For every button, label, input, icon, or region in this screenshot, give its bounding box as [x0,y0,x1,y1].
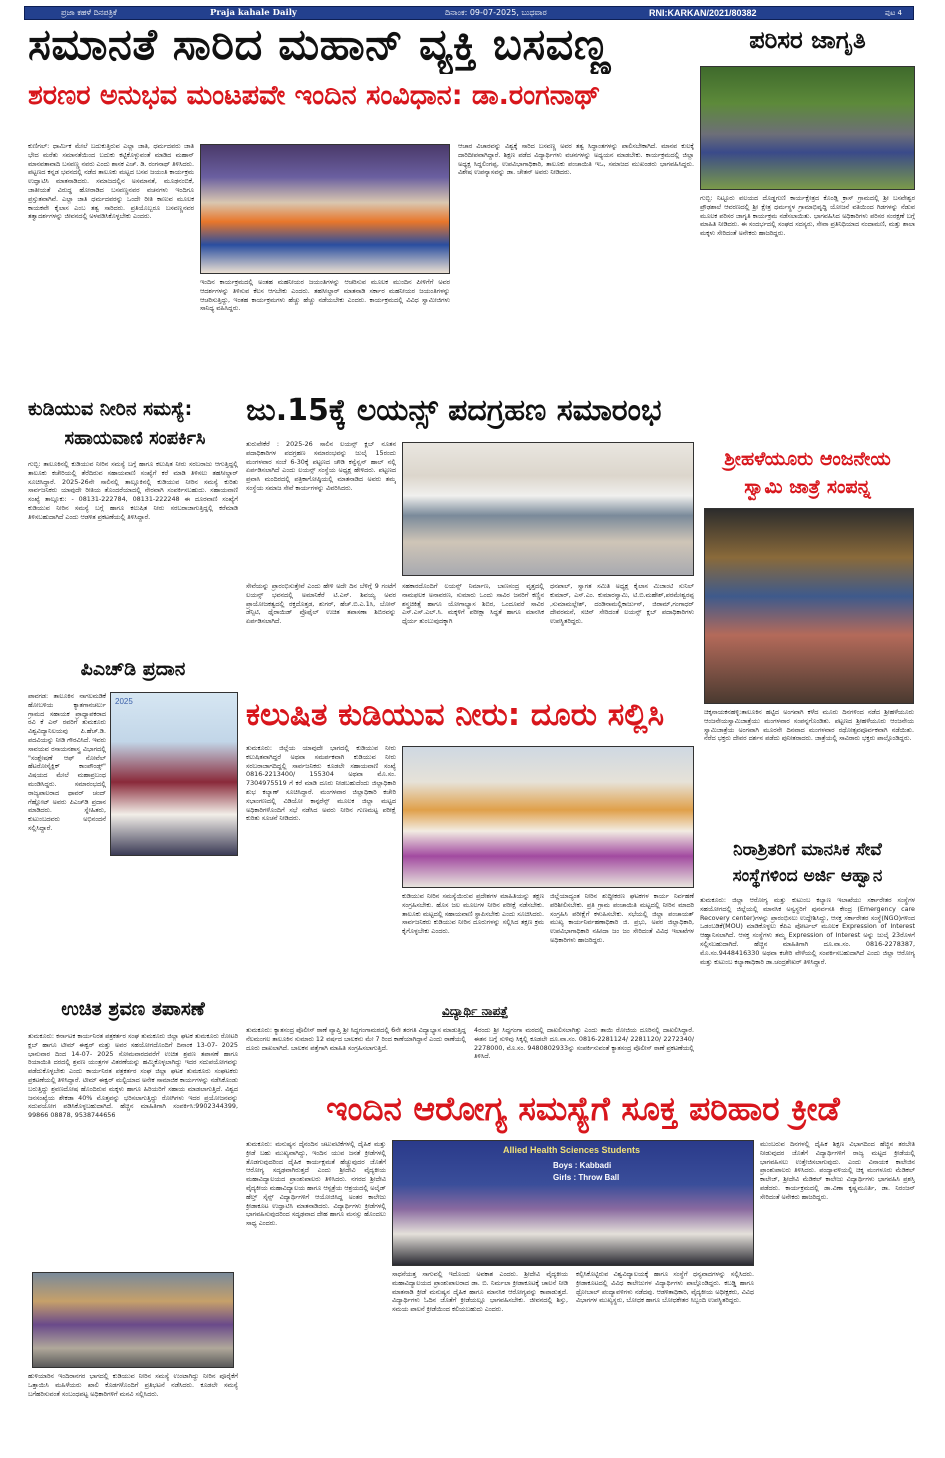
phd-photo [110,692,238,856]
krida-body-mid1: ಸಾಧನೆಯತ್ತ ಸಾಗುವಲ್ಲಿ ಇದೊಂದು ಅವಕಾಶ ಎಂದರು. ಶ್ರೀದೇವಿ ವೈದ್ಯಕೀಯ ಮಹಾವಿದ್ಯಾಲಯದ ಪ್ರಾಂಶುಪಾಲರಾದ ಡಾ. ಬಿ. ನಿರ್ಮಲಾ ಕ್ರೀಡಾಕೂಟಕ್ಕೆ ಚಾಲನೆ ನೀಡಿ ಮಾತನಾಡಿ ಕ್ರೀಡೆ ಮನುಷ್ಯನ ದೈಹಿಕ ಹಾಗೂ ಮಾನಸಿಕ ಆರೋಗ್ಯವನ್ನು ಕಾಪಾಡುತ್ತದೆ. ವಿದ್ಯಾರ್ಥಿಗಳು ಓದಿನ ಜೊತೆಗೆ ಕ್ರೀಡೆಯಲ್ಲೂ ಭಾಗವಹಿಸಬೇಕು. ಜೀವನದಲ್ಲಿ ಶಿಸ್ತು, ಸಮಯ ಪಾಲನೆ ಕ್ರೀಡೆಯಿಂದ ಕಲಿಯಬಹುದು ಎಂದರು. [392,1270,568,1314]
lead-body-mid: ಇಂದಿನ ಕಾರ್ಯಕ್ರಮದಲ್ಲಿ ಅಂತಹ ಮಹನೀಯರ ಜಯಂತಿಗಳನ್ನು ಆಚರಿಸುವ ಮೂಲಕ ಮುಂದಿನ ಪೀಳಿಗೆಗೆ ಅವರ ಆದರ್ಶಗಳನ್ನು ತಿಳಿಸುವ ಕೆಲಸ ಆಗಬೇಕು ಎಂದರು. ತಹಸೀಲ್ದಾರ್ ಮಾತನಾಡಿ ಸರ್ಕಾರ ಮಹನೀಯರ ಜಯಂತಿಗಳನ್ನು ಆಚರಿಸುತ್ತಿದ್ದು, ಇಂತಹ ಕಾರ್ಯಕ್ರಮಗಳು ಹೆಚ್ಚು ಹೆಚ್ಚು ನಡೆಯಬೇಕು ಎಂದರು. ಕಾರ್ಯಕ್ರಮದಲ್ಲಿ ವಿವಿಧ ಸ್ವಾಮೀಜಿಗಳು ಸಾನಿಧ್ಯ ವಹಿಸಿದ್ದರು. [200,278,450,313]
lead-body-left: ಕುಣಿಗಲ್: ಧಾರ್ಮಿಕ ಮೇಲೆ ಬದುಕುತ್ತಿರುವ ಎಲ್ಲಾ ಜಾತಿ, ಧರ್ಮದವರು ಜಾತಿ ಭೇದ ಮರೆತು ಸಮಾನತೆಯಿಂದ ಬದುಕು ಕಟ್ಟಿಕೊಳ್ಳುವಂತೆ ಮಾಡಿದ ಮಹಾನ್ ಮಾನವತಾವಾದಿ ಬಸವಣ್ಣ ನವರು ಎಂದು ಶಾಸಕ ಎಚ್. ಡಿ. ರಂಗನಾಥ್ ತಿಳಿಸಿದರು. ಪಟ್ಟಣದ ಕನ್ನಡ ಭವನದಲ್ಲಿ ನಡೆದ ತಾಲೂಕು ಮಟ್ಟದ ಬಸವ ಜಯಂತಿ ಕಾರ್ಯಕ್ರಮ ಉದ್ಘಾಟಿಸಿ ಮಾತನಾಡಿದರು. ಸಮಾಜದಲ್ಲಿನ ಅಸಮಾನತೆ, ಮೂಢನಂಬಿಕೆ, ಜಾತೀಯತೆ ವಿರುದ್ಧ ಹೋರಾಡಿದ ಬಸವಣ್ಣನವರ ವಚನಗಳು ಇಂದಿಗೂ ಪ್ರಸ್ತುತವಾಗಿವೆ. ಎಲ್ಲಾ ಜಾತಿ ಧರ್ಮದವರನ್ನು ಒಂದೇ ರೀತಿ ಕಾಣುವ ಮೂಲಕ ಕಾಯಕವೇ ಕೈಲಾಸ ಎಂಬ ತತ್ವ ಸಾರಿದರು. ಪ್ರತಿಯೊಬ್ಬರೂ ಬಸವಣ್ಣನವರ ತತ್ವಾದರ್ಶಗಳನ್ನು ಜೀವನದಲ್ಲಿ ಅಳವಡಿಸಿಕೊಳ್ಳಬೇಕು ಎಂದರು. [28,142,194,221]
jathre-headline-line1: ಶ್ರೀಹಳೆಯೂರು ಆಂಜನೇಯ [724,450,891,470]
lions-body-col2: ಸೇವೆಯನ್ನು ಪ್ರಾರಂಭಿಸುತ್ತೇವೆ ಎಂದು ಹೇಳಿ ಅದೇ ದಿನ ಬೆಳಿಗ್ಗೆ 9 ಗಂಟೆಗೆ ಲಯನ್ಸ್ ಭವನದಲ್ಲಿ ಅಮಾನಿಕೆರೆ ಟಿ.ಎನ್. ಶಿವಯ್ಯ ಅವರ ಪ್ರಾಯೋಜಕತ್ವದಲ್ಲಿ ರಕ್ತದೊತ್ತಡ, ಶುಗರ್, ಹೆಚ್.ಬಿ.ಎ.1ಸಿ, ಬೋನ್ ಡೆನ್ಸಿಟಿ, ಥೈರಾಯಿಡ್ ಪ್ರೊಫೈಲ್ ಉಚಿತ ತಪಾಸಣಾ ಶಿಬಿರವನ್ನು ಏರ್ಪಡಿಸಲಾಗಿದೆ. [246,582,396,626]
vidyarthi-body-col2: 4ರಂದು ಶ್ರೀ ಸಿದ್ಧಗಂಗಾ ಮಠದಲ್ಲಿ ದಾಖಲಿಸಲಾಗಿತ್ತು ಎಂದು ತಾಯಿ ರೋಜಿಯ ದೂರಿನಲ್ಲಿ ದಾಖಲಿಸಿದ್ದಾರೆ. ಈತನ ಬಗ್ಗೆ ಸುಳಿವು ಸಿಕ್ಕಲ್ಲಿ ಕೂಡಲೇ ದೂ.ವಾ.ಸಂ. 0816-2281124/ 2281120/ 2272340/ 2278000, ಮೊ.ಸಂ. 9480802933ನ್ನು ಸಂಪರ್ಕಿಸುವಂತೆ ಕ್ಯಾತಸಂದ್ರ ಪೊಲೀಸ್ ಠಾಣೆ ಪ್ರಕಟಣೆಯಲ್ಲಿ ತಿಳಿಸಿದೆ. [474,1026,694,1061]
kudiyuva-body: ಗುಬ್ಬಿ: ತಾಲೂಕಿನಲ್ಲಿ ಕುಡಿಯುವ ನೀರಿನ ಸಮಸ್ಯೆ ಬಗ್ಗೆ ಹಾಗೂ ಕಲುಷಿತ ನೀರು ಸರಬರಾಜು ಆಗುತ್ತಿದ್ದಲ್ಲಿ ತಾಲೂಕು ಕಚೇರಿಯಲ್ಲಿ ತೆರೆದಿರುವ ಸಹಾಯವಾಣಿ ಸಂಖ್ಯೆಗೆ ಕರೆ ಮಾಡಿ ತಿಳಿಸಲು ತಹಸೀಲ್ದಾರ್ ಸೂಚಿಸಿದ್ದಾರೆ. 2025-26ನೇ ಸಾಲಿನಲ್ಲಿ ತಾಲ್ಲೂಕಿನಲ್ಲಿ ಕುಡಿಯುವ ನೀರಿನ ಸಮಸ್ಯೆ ಕುರಿತು ಸಾರ್ವಜನಿಕರು ಯಾವುದೇ ರೀತಿಯ ತೊಂದರೆಯಾದಲ್ಲಿ ನೇರವಾಗಿ ಸಂಪರ್ಕಿಸಬಹುದು. ಸಹಾಯವಾಣಿ ಸಂಖ್ಯೆ ತಾಲ್ಲೂಕು: - 08131-222784, 08131-222248 ಈ ದೂರವಾಣಿ ಸಂಖ್ಯೆಗೆ ಕುಡಿಯುವ ನೀರಿನ ಸಮಸ್ಯೆ ಬಗ್ಗೆ ಹಾಗೂ ಕಲುಷಿತ ನೀರು ಸರಬರಾಜಾಗುತ್ತಿದ್ದಲ್ಲಿ ಕರೆಮಾಡಿ ತಿಳಿಸಬಹುದಾಗಿದೆ ಎಂದು ಆಡಳಿತ ಪ್ರಕಟಣೆಯಲ್ಲಿ ತಿಳಿಸಿದ್ದಾರೆ. [28,460,238,521]
krida-banner-boys: Boys : Kabbadi [553,1161,612,1170]
issue-date: ದಿನಾಂಕ: 09-07-2025, ಬುಧವಾರ [445,8,547,17]
manasika-headline-line1: ನಿರಾಶ್ರಿತರಿಗೆ ಮಾನಸಿಕ ಸೇವೆ [733,842,882,860]
rni-number: RNI:KARKAN/2021/80382 [649,8,757,18]
kalushita-body-col1: ತುಮಕೂರು: ಜಿಲ್ಲೆಯ ಯಾವುದೇ ಭಾಗದಲ್ಲಿ ಕುಡಿಯುವ ನೀರು ಕಲುಷಿತವಾಗಿದ್ದರೆ ಅಥವಾ ಸಮರ್ಪಕವಾಗಿ ಕುಡಿಯುವ ನೀರು ಸರಬರಾಜಾಗದಿದ್ದಲ್ಲಿ ಸಾರ್ವಜನಿಕರು ಕೂಡಲೇ ಸಹಾಯವಾಣಿ ಸಂಖ್ಯೆ 0816-2213400/ 155304 ಅಥವಾ ಮೊ.ಸಂ. 7304975519 ಗೆ ಕರೆ ಮಾಡಿ ದೂರು ನೀಡಬಹುದೆಂದು ಜಿಲ್ಲಾಧಿಕಾರಿ ಶುಭ ಕಲ್ಯಾಣ್ ಸೂಚಿಸಿದ್ದಾರೆ. ಮಂಗಳವಾರ ಜಿಲ್ಲಾಧಿಕಾರಿ ಕಚೇರಿ ಸಭಾಂಗಣದಲ್ಲಿ ವಿಡಿಯೋ ಕಾನ್ಫರೆನ್ಸ್ ಮೂಲಕ ಜಿಲ್ಲಾ ಮಟ್ಟದ ಅಧಿಕಾರಿಗಳೊಂದಿಗೆ ಸಭೆ ನಡೆಸಿದ ಅವರು ನೀರಿನ ಗುಣಮಟ್ಟ ಪರೀಕ್ಷೆ ಕುರಿತು ಸೂಚನೆ ನೀಡಿದರು. [246,744,396,823]
vidyarthi-headline: ವಿದ್ಯಾರ್ಥಿ ನಾಪತ್ತೆ [442,1004,508,1018]
krida-headline: ಇಂದಿನ ಆರೋಗ್ಯ ಸಮಸ್ಯೆಗೆ ಸೂಕ್ತ ಪರಿಹಾರ ಕ್ರೀಡೆ [326,1092,840,1128]
krida-banner-title: Allied Health Sciences Students [503,1145,641,1155]
krida-body-left: ತುಮಕೂರು: ಮನುಷ್ಯನ ದೈನಂದಿನ ಚಟುವಟಿಕೆಗಳಲ್ಲಿ ದೈಹಿಕ ಮತ್ತು ಕ್ರೀಡೆ ಬಹು ಮುಖ್ಯವಾಗಿದ್ದು, ಇಂದಿನ ಯುವ ಜನತೆ ಕ್ರೀಡೆಗಳಲ್ಲಿ ತೊಡಗುವುದರಿಂದ ದೈಹಿಕ ಕಾರ್ಯಕ್ಷಮತೆ ಹೆಚ್ಚುವುದರ ಜೊತೆಗೆ ಆರೋಗ್ಯ ಸದೃಢವಾಗಿರುತ್ತದೆ ಎಂದು ಶ್ರೀದೇವಿ ವೈದ್ಯಕೀಯ ಮಹಾವಿದ್ಯಾಲಯದ ಪ್ರಾಂಶುಪಾಲರು ತಿಳಿಸಿದರು. ನಗರದ ಶ್ರೀದೇವಿ ವೈದ್ಯಕೀಯ ಮಹಾವಿದ್ಯಾಲಯ ಹಾಗೂ ಆಸ್ಪತ್ರೆಯ ಆಶ್ರಯದಲ್ಲಿ ಅಲೈಡ್ ಹೆಲ್ತ್ ಸೈನ್ಸ್ ವಿದ್ಯಾರ್ಥಿಗಳಿಗೆ ಆಯೋಜಿಸಿದ್ದ ಅಂತರ ಕಾಲೇಜು ಕ್ರೀಡಾಕೂಟ ಉದ್ಘಾಟಿಸಿ ಮಾತನಾಡಿದರು. ವಿದ್ಯಾರ್ಥಿಗಳು ಕ್ರೀಡೆಗಳಲ್ಲಿ ಭಾಗವಹಿಸುವುದರಿಂದ ಸದೃಢವಾದ ದೇಹ ಹಾಗೂ ಮನಸ್ಸು ಹೊಂದಲು ಸಾಧ್ಯ ಎಂದರು. [246,1140,386,1228]
parisara-headline: ಪರಿಸರ ಜಾಗೃತಿ [749,28,866,54]
manasika-body: ತುಮಕೂರು: ಜಿಲ್ಲಾ ಆರೋಗ್ಯ ಮತ್ತು ಕುಟುಂಬ ಕಲ್ಯಾಣ ಇಲಾಖೆಯು ಸರ್ಕಾರೇತರ ಸಂಸ್ಥೆಗಳ ಸಹಯೋಗದಲ್ಲಿ ಜಿಲ್ಲೆಯಲ್ಲಿ ಮಾನಸಿಕ ಅಸ್ವಸ್ಥರಿಗೆ ಪುನರ್ವಸತಿ ಕೇಂದ್ರ (Emergency care Recovery center)ಗಳನ್ನು ಪ್ರಾರಂಭಿಸಲು ಉದ್ದೇಶಿಸಿದ್ದು, ಆಸಕ್ತ ಸರ್ಕಾರೇತರ ಸಂಸ್ಥೆ(NGO)ಗಳಿಂದ ಒಡಂಬಡಿಕೆ(MOU) ಮಾಡಿಕೊಳ್ಳಲು ಕೆಪಿಎ ಪೋರ್ಟಲ್ ಮೂಲಕ Expression of Interest ಆಹ್ವಾನಿಸಲಾಗಿದೆ. ಆಸಕ್ತ ಸಂಸ್ಥೆಗಳು ತಮ್ಮ Expression of Interest ಅನ್ನು ಜುಲೈ 23ರೊಳಗೆ ಸಲ್ಲಿಸಬಹುದಾಗಿದೆ. ಹೆಚ್ಚಿನ ಮಾಹಿತಿಗಾಗಿ ದೂ.ವಾ.ಸಂ. 0816-2278387, ಮೊ.ಸಂ.9448416330 ಅಥವಾ ಕಚೇರಿ ವೇಳೆಯಲ್ಲಿ ಸಂಪರ್ಕಿಸಬಹುದಾಗಿದೆ ಎಂದು ಜಿಲ್ಲಾ ಆರೋಗ್ಯ ಮತ್ತು ಕುಟುಂಬ ಕಲ್ಯಾಣಾಧಿಕಾರಿ ಡಾ.ಚಂದ್ರಶೇಖರ್ ತಿಳಿಸಿದ್ದಾರೆ. [700,896,915,966]
kalushita-body-col3: ಜಿಲ್ಲೆಯಾದ್ಯಂತ ನೀರಿನ ಶುದ್ಧೀಕರಣ ಘಟಕಗಳ ಕಾರ್ಯ ನಿರ್ವಹಣೆ ಪರಿಶೀಲಿಸಬೇಕು. ಪ್ರತಿ ಗ್ರಾಮ ಪಂಚಾಯಿತಿ ಮಟ್ಟದಲ್ಲಿ ನೀರಿನ ಮಾದರಿ ಸಂಗ್ರಹಿಸಿ ಪರೀಕ್ಷೆಗೆ ಕಳುಹಿಸಬೇಕು. ಸಭೆಯಲ್ಲಿ ಜಿಲ್ಲಾ ಪಂಚಾಯತ್ ಮುಖ್ಯ ಕಾರ್ಯನಿರ್ವಹಣಾಧಿಕಾರಿ ಜಿ. ಪ್ರಭು, ಅಪರ ಜಿಲ್ಲಾಧಿಕಾರಿ, ಉಪವಿಭಾಗಾಧಿಕಾರಿ ನಹೀದಾ ಜಂ ಜಂ ಸೇರಿದಂತೆ ವಿವಿಧ ಇಲಾಖೆಗಳ ಅಧಿಕಾರಿಗಳು ಹಾಜರಿದ್ದರು. [550,892,694,944]
krida-banner-girls: Girls : Throw Ball [553,1173,620,1182]
parisara-body: ಗುಬ್ಬಿ: ನಿಟ್ಟೂರು ವಲಯದ ದೊಡ್ಡಗುಣಿ ಕಾರ್ಯಕ್ಷೇತ್ರದ ಕೊಂಡ್ಲಿ ಕ್ರಾಸ್ ಗ್ರಾಮದಲ್ಲಿ ಶ್ರೀ ಬಸವೇಶ್ವರ ಪ್ರೌಢಶಾಲೆ ಆವರಣದಲ್ಲಿ ಶ್ರೀ ಕ್ಷೇತ್ರ ಧರ್ಮಸ್ಥಳ ಗ್ರಾಮಾಭಿವೃದ್ಧಿ ಯೋಜನೆ ವತಿಯಿಂದ ಗಿಡಗಳನ್ನು ನೆಡುವ ಮೂಲಕ ಪರಿಸರ ಜಾಗೃತಿ ಕಾರ್ಯಕ್ರಮ ನಡೆಸಲಾಯಿತು. ಭಾಗವಹಿಸಿದ ಅಧಿಕಾರಿಗಳು ಪರಿಸರ ಸಂರಕ್ಷಣೆ ಬಗ್ಗೆ ಮಾಹಿತಿ ನೀಡಿದರು. ಈ ಸಂದರ್ಭದಲ್ಲಿ ಸಂಘದ ಸದಸ್ಯರು, ಸೇವಾ ಪ್ರತಿನಿಧಿಯಾದ ನಂದಾಮಣಿ, ಮತ್ತು ಶಾಲಾ ಮಕ್ಕಳು ಸೇರಿದಂತೆ ಅನೇಕರು ಹಾಜರಿದ್ದರು. [700,194,915,238]
kudiyuva-headline-line1: ಕುಡಿಯುವ ನೀರಿನ ಸಮಸ್ಯೆ: [28,400,193,420]
phd-headline: ಪಿಎಚ್‌ಡಿ ಪ್ರದಾನ [80,660,186,680]
shravana-body: ತುಮಕೂರು: ಕರ್ನಾಟಕ ಕಾರ್ಯನಿರತ ಪತ್ರಕರ್ತರ ಸಂಘ ತುಮಕೂರು ಜಿಲ್ಲಾ ಘಟಕ ತುಮಕೂರು ರೋಟರಿ ಕ್ಲಬ್ ಹಾಗೂ ಟೀಮ್ ಈಕ್ವರ್ ಮತ್ತು ಅವರ ಸಹಯೋಗದೊಂದಿಗೆ ದಿನಾಂಕ 13-07- 2025 ಭಾನುವಾರ ದಿಂದ 14-07- 2025 ಸೋಮವಾರದವರೆಗೆ ಉಚಿತ ಶ್ರವಣ ತಪಾಸಣೆ ಹಾಗೂ ರಿಯಾಯಿತಿ ದರದಲ್ಲಿ ಶ್ರವಣ ಯಂತ್ರಗಳ ವಿತರಣೆಯನ್ನು ಹಮ್ಮಿಕೊಳ್ಳಲಾಗಿದ್ದು ಇದರ ಸದುಪಯೋಗವನ್ನು ಪಡೆದುಕೊಳ್ಳಬೇಕು ಎಂದು ಕಾರ್ಯನಿರತ ಪತ್ರಕರ್ತರ ಸಂಘ ಜಿಲ್ಲಾ ಘಟಕ ತುಮಕೂರು ಸಂಘಟಕರು ಪ್ರಕಟಣೆಯಲ್ಲಿ ತಿಳಿಸಿದ್ದಾರೆ. ಟೀಮ್ ಈಕ್ವರ್ ಮಲ್ಟಿಯಾದ ಅನೇಕ ಸಾಮಾಜಿಕ ಕಾರ್ಯಗಳನ್ನು ನಡೆಸಿಕೊಂಡು ಬರುತ್ತಿದ್ದು ಶ್ರವಣದೋಷ ಹೊಂದಿರುವ ಮಕ್ಕಳು ಹಾಗೂ ಹಿರಿಯರಿಗೆ ಸಹಾಯ ಮಾಡಲಾಗುತ್ತಿದೆ. ವಿಶ್ವದ ಜನಸಂಖ್ಯೆಯ ಶೇಕಡಾ 40% ಮೊತ್ತವನ್ನು ಭರಿಸಲಾಗುತ್ತಿದ್ದು ರೋಗಿಗಳು ಇದರ ಪ್ರಯೋಜನವನ್ನು ಸದುಪಯೋಗ ಪಡಿಸಿಕೊಳ್ಳಬಹುದಾಗಿದೆ. ಹೆಚ್ಚಿನ ಮಾಹಿತಿಗಾಗಿ ಸಂಪರ್ಕಿಸಿ:9902344399, 99866 08878, 9538744656 [28,1032,238,1120]
jathre-body: ಚಿಕ್ಕನಾಯಕನಹಳ್ಳಿ:ತಾಲೂಕಿನ ಹಟ್ಟಿದ ಅಂಗವಾಗಿ ಕಳೆದ ಮೂರು ದಿನಗಳಿಂದ ನಡೆದ ಶ್ರೀಹಳೆಯೂರು ಆಂಜನೇಯಸ್ವಾಮಿಜಾತ್ರೆಯು ಮಂಗಳವಾರ ಸಂಪನ್ನಗೊಂಡಿತು. ಪಟ್ಟಣದ ಶ್ರೀಹಳೆಯೂರು ಆಂಜನೇಯ ಸ್ವಾಮಿಜಾತ್ರೆಯ ಅಂಗವಾಗಿ ಮೂರನೇ ದಿನವಾದ ಮಂಗಳವಾರ ರಥೋತ್ಸವಪೂರ್ವಕವಾಗಿ ನಡೆಯಿತು. ನೆರೆದ ಭಕ್ತರು ದೇವರ ದರ್ಶನ ಪಡೆದು ಪುನೀತರಾದರು. ಜಾತ್ರೆಯಲ್ಲಿ ಸಾವಿರಾರು ಭಕ್ತರು ಪಾಲ್ಗೊಂಡಿದ್ದರು. [704,708,914,743]
kalushita-headline: ಕಲುಷಿತ ಕುಡಿಯುವ ನೀರು: ದೂರು ಸಲ್ಲಿಸಿ [246,700,665,733]
lead-subheadline: ಶರಣರ ಅನುಭವ ಮಂಟಪವೇ ಇಂದಿನ ಸಂವಿಧಾನ: ಡಾ.ರಂಗನಾಥ್ [28,82,601,111]
lead-photo-stage [200,144,450,274]
jathre-photo [704,508,914,704]
lions-body-col1: ತುರುವೇಕೆರೆ : 2025-26 ಸಾಲಿನ ಲಯನ್ಸ್ ಕ್ಲಬ್ ನೂತನ ಪದಾಧಿಕಾರಿಗಳ ಪದಗ್ರಹಣ ಸಮಾರಂಭವನ್ನು ಜುಲೈ 15ರಂದು ಮಂಗಳವಾರ ಸಂಜೆ 6-30ಕ್ಕೆ ಪಟ್ಟಣದ ಚೌಡಿ ಕನ್ವೆನ್ಷನ್ ಹಾಲ್ ನಲ್ಲಿ ಏರ್ಪಡಿಸಲಾಗಿದೆ ಎಂದು ಲಯನ್ಸ್ ಸಂಸ್ಥೆಯ ಅಧ್ಯಕ್ಷ ಹೇಳಿದರು. ಪಟ್ಟಣದ ಪ್ರವಾಸಿ ಮಂದಿರದಲ್ಲಿ ಪತ್ರಿಕಾಗೋಷ್ಠಿಯಲ್ಲಿ ಮಾತನಾಡಿದ ಅವರು ತಮ್ಮ ಸಂಸ್ಥೆಯ ಸಮಾಜ ಸೇವೆ ಕಾರ್ಯಗಳನ್ನು ವಿವರಿಸಿದರು. [246,440,396,492]
phd-body: ಪಾವಗಡ: ತಾಲೂಕಿನ ನಾಗಲಮಡಿಕೆ ಹೋಬಳಿಯ ಕ್ಯಾತಗಾನಚರ್ಲು ಗ್ರಾಮದ ಸಹಾಯಕ ಪ್ರಾಧ್ಯಾಪಕರಾದ ರವಿ ಕೆ ಎನ್ ರವರಿಗೆ ತುಮಕೂರು ವಿಶ್ವವಿದ್ಯಾನಿಲಯವು ಪಿ.ಹೆಚ್.ಡಿ. ಪದವಿಯನ್ನು ನೀಡಿ ಗೌರವಿಸಿದೆ. ಇವರು ಸಾವಯವ ರಸಾಯನಶಾಸ್ತ್ರ ವಿಭಾಗದಲ್ಲಿ "ಸಂಶ್ಲೇಷಣೆ ಆಫ್ ನೋವೆಲ್ ಹೆಟರೋಸೈಕ್ಲಿಕ್ ಕಾಂಪೌಂಡ್ಸ್" ವಿಷಯದ ಮೇಲೆ ಮಹಾಪ್ರಬಂಧ ಮಂಡಿಸಿದ್ದರು. ಸಮಾರಂಭದಲ್ಲಿ ರಾಜ್ಯಪಾಲರಾದ ಥಾವರ್ ಚಂದ್ ಗೆಹ್ಲೋಟ್ ಅವರು ಪಿಎಚ್‌ಡಿ ಪ್ರದಾನ ಮಾಡಿದರು. ಸ್ನೇಹಿತರು, ಕುಟುಂಬದವರು ಅಭಿನಂದನೆ ಸಲ್ಲಿಸಿದ್ದಾರೆ. [28,692,106,832]
bottom-left-photo [32,1272,234,1368]
masthead-bar [24,6,914,20]
lions-headline: ಜು.15ಕ್ಕೆ ಲಯನ್ಸ್ ಪದಗ್ರಹಣ ಸಮಾರಂಭ [246,396,662,428]
paper-name: Praja kahale Daily [210,8,297,18]
phd-photo-year: 2025 [115,697,133,706]
manasika-headline-line2: ಸಂಸ್ಥೆಗಳಿಂದ ಅರ್ಜಿ ಆಹ್ವಾನ [732,868,883,886]
jathre-headline-line2: ಸ್ವಾಮಿ ಜಾತ್ರೆ ಸಂಪನ್ನ [744,478,871,498]
lions-photo-group [402,442,694,576]
krida-body-mid2: ಕಲ್ಪಿಸಿಕೊಟ್ಟಿರುವ ವಿಶ್ವವಿದ್ಯಾಲಯಕ್ಕೆ ಹಾಗೂ ಸಂಸ್ಥೆಗೆ ಧನ್ಯವಾದಗಳನ್ನು ಸಲ್ಲಿಸಿದರು. ಕ್ರೀಡಾಕೂಟದಲ್ಲಿ ವಿವಿಧ ಕಾಲೇಜುಗಳ ವಿದ್ಯಾರ್ಥಿಗಳು ಪಾಲ್ಗೊಂಡಿದ್ದರು. ಕಬಡ್ಡಿ ಹಾಗೂ ಥ್ರೋಬಾಲ್ ಪಂದ್ಯಾವಳಿಗಳು ನಡೆದವು. ಆಡಳಿತಾಧಿಕಾರಿ, ವೈದ್ಯಕೀಯ ಅಧೀಕ್ಷಕರು, ವಿವಿಧ ವಿಭಾಗಗಳ ಮುಖ್ಯಸ್ಥರು, ಬೋಧಕ ಹಾಗೂ ಬೋಧಕೇತರ ಸಿಬ್ಬಂದಿ ಉಪಸ್ಥಿತರಿದ್ದರು. [576,1270,754,1305]
kalushita-photo-meeting [402,746,694,888]
page-number: ಪುಟ 4 [885,8,902,17]
paper-kannada-name: ಪ್ರಜಾ ಕಹಳೆ ದಿನಪತ್ರಿಕೆ [61,8,117,17]
lions-body-col4: ಧನಪಾಲ್, ಸ್ವಾಗತ ಸಮಿತಿ ಅಧ್ಯಕ್ಷ ಕೈಲಾಸ ಮಿಜಾಂಟಿ ಸುನಿಲ್ ಕುಮಾರ್, ಎಸ್.ಎಂ. ಕುಮಾರಸ್ವಾಮಿ, ಟಿ.ಬಿ.ಮಹೇಶ್,ಪರಮೇಶ್ವರಪ್ಪ ,ಸುಮಾಮಲ್ಲೇಶ್, ದಂಡಿನಾಮಲ್ಲಿಕಾರ್ಜುನ್, ಜಿರಾಮ್,ಗಂಗಾಧರ್ ದೇವರಮನೆ, ಸಚಿನ್ ಸೇರಿದಂತೆ ಲಯನ್ಸ್ ಕ್ಲಬ್ ಪದಾಧಿಕಾರಿಗಳು ಉಪಸ್ಥಿತರಿದ್ದರು. [550,582,694,626]
lions-body-col3: ಸಹಕಾರದೊಂದಿಗೆ ಲಯನ್ಸ್ ನಿರ್ಮಾಣ, ಬಾಣಸಂದ್ರ ವೃತ್ತದಲ್ಲಿ ನಾಮಫಲಕ ಅನಾವರಣ, ಸುಮಾರು ಒಂದು ಸಾವಿರ ಜನರಿಗೆ ಕಣ್ಣಿನ ಶಸ್ತ್ರಚಿಕಿತ್ಸೆ ಹಾಗೂ ಯೋಗಾಭ್ಯಾಸ ಶಿಬಿರ, ಒಂದೂವರೆ ಸಾವಿರ ಎಸ್.ಎಸ್.ಎಲ್.ಸಿ. ಮಕ್ಕಳಿಗೆ ಪರೀಕ್ಷಾ ಸಿದ್ಧತೆ ಹಾಗೂ ಮಾನಸಿಕ ಧೈರ್ಯ ತುಂಬುವುದಕ್ಕಾಗಿ [402,582,544,626]
bottom-left-body: ಹುಳಿಯಾರಿನ ಇಂದಿರಾನಗರ ಭಾಗದಲ್ಲಿ ಕುಡಿಯುವ ನೀರಿನ ಸಮಸ್ಯೆ ಉಂಟಾಗಿದ್ದು ನೀರಿನ ಪೂರೈಕೆಗೆ ಒತ್ತಾಯಿಸಿ ಮಹಿಳೆಯರು ಖಾಲಿ ಕೊಡಗಳೊಂದಿಗೆ ಪ್ರತಿಭಟನೆ ನಡೆಸಿದರು. ಕೂಡಲೇ ಸಮಸ್ಯೆ ಬಗೆಹರಿಸುವಂತೆ ಸಂಬಂಧಪಟ್ಟ ಅಧಿಕಾರಿಗಳಿಗೆ ಮನವಿ ಸಲ್ಲಿಸಿದರು. [28,1372,238,1398]
parisara-photo [700,66,915,190]
lead-headline: ಸಮಾನತೆ ಸಾರಿದ ಮಹಾನ್ ವ್ಯಕ್ತಿ ಬಸವಣ್ಣ [28,24,611,70]
kalushita-body-col2: ಕುಡಿಯುವ ನೀರಿನ ಸಮಸ್ಯೆಯಿರುವ ಪ್ರದೇಶಗಳ ಮಾಹಿತಿಯನ್ನು ತಕ್ಷಣ ಸಂಗ್ರಹಿಸಬೇಕು. ಹೊಸ ಜಲ ಮೂಲಗಳ ನೀರಿನ ಪರೀಕ್ಷೆ ನಡೆಸಬೇಕು. ತಾಲೂಕು ಮಟ್ಟದಲ್ಲಿ ಸಹಾಯವಾಣಿ ಸ್ಥಾಪಿಸಬೇಕು ಎಂದು ಸೂಚಿಸಿದರು. ಸಾರ್ವಜನಿಕರು ಕುಡಿಯುವ ನೀರಿನ ದೂರುಗಳನ್ನು ಸಲ್ಲಿಸಿದ ತಕ್ಷಣ ಕ್ರಮ ಕೈಗೊಳ್ಳಬೇಕು ಎಂದರು. [402,892,544,936]
krida-body-right: ಮುಂಬರುವ ದಿನಗಳಲ್ಲಿ ದೈಹಿಕ ಶಿಕ್ಷಣ ವಿಭಾಗದಿಂದ ಹೆಚ್ಚಿನ ತರಬೇತಿ ನೀಡುವುದರ ಜೊತೆಗೆ ವಿದ್ಯಾರ್ಥಿಗಳಿಗೆ ರಾಜ್ಯ ಮಟ್ಟದ ಕ್ರೀಡೆಯಲ್ಲಿ ಭಾಗವಹಿಸಲು ಉತ್ತೇಜಿಸಲಾಗುವುದು. ಎಂದು ವಿನಾಯಕ ಕಾಲೇಜಿನ ಪ್ರಾಂಶುಪಾಲರು ತಿಳಿಸಿದರು. ಪಂದ್ಯಾವಳಿಯಲ್ಲಿ ಚಿಕ್ಕ ಮಂಗಳೂರು ಮೆಡಿಕಲ್ ಕಾಲೇಜ್, ಶ್ರೀದೇವಿ ಮೆಡಿಕಲ್ ಕಾಲೇಜು ವಿದ್ಯಾರ್ಥಿಗಳು ಭಾಗವಹಿಸಿ ಪ್ರಶಸ್ತಿ ಪಡೆದರು. ಕಾರ್ಯಕ್ರಮದಲ್ಲಿ ಡಾ.ವಿಣಾ ಕೃಷ್ಣಮೂರ್ತಿ, ಡಾ. ನಿರಂಜನ್ ಸೇರಿದಂತೆ ಅನೇಕರು ಹಾಜರಿದ್ದರು. [760,1140,915,1201]
shravana-headline: ಉಚಿತ ಶ್ರವಣ ತಪಾಸಣೆ [61,1000,205,1020]
kudiyuva-headline-line2: ಸಹಾಯವಾಣಿ ಸಂಪರ್ಕಿಸಿ [64,430,206,449]
krida-photo [392,1140,754,1266]
vidyarthi-body-col1: ತುಮಕೂರು: ಕ್ಯಾತಸಂದ್ರ ಪೊಲೀಸ್ ಠಾಣೆ ವ್ಯಾಪ್ತಿ ಶ್ರೀ ಸಿದ್ಧಗಂಗಾಮಠದಲ್ಲಿ 6ನೇ ತರಗತಿ ವಿದ್ಯಾಭ್ಯಾಸ ಮಾಡುತ್ತಿದ್ದ ನೆಲಮಂಗಲ ತಾಲೂಕಿನ ಸುಮಾರು 12 ವರ್ಷದ ಬಾಲಕನು ಮೇ 7 ರಿಂದ ಕಾಣೆಯಾಗಿದ್ದಾನೆ ಎಂದು ಠಾಣೆಯಲ್ಲಿ ದೂರು ದಾಖಲಾಗಿದೆ. ಬಾಲಕನ ಪತ್ತೆಗಾಗಿ ಮಾಹಿತಿ ಸಂಗ್ರಹಿಸಲಾಗುತ್ತಿದೆ. [246,1026,466,1052]
lead-body-right: ಆಚಾರ ವಿಚಾರವನ್ನು ವಿಶ್ವಕ್ಕೆ ಸಾರಿದ ಬಸವಣ್ಣ ಅವರ ತತ್ವ ಸಿದ್ಧಾಂತಗಳನ್ನು ಪಾಲಿಸಬೇಕಾಗಿದೆ. ಮಾನವ ಕುಲಕ್ಕೆ ದಾರಿದೀಪವಾಗಿದ್ದಾರೆ. ಶಿಕ್ಷಣ ಪಡೆದ ವಿದ್ಯಾರ್ಥಿಗಳು ವಚನಗಳನ್ನು ಅಧ್ಯಯನ ಮಾಡಬೇಕು. ಕಾರ್ಯಕ್ರಮದಲ್ಲಿ ಜಿಲ್ಲಾ ಅಧ್ಯಕ್ಷ ಸಿದ್ದಲಿಂಗಪ್ಪ, ಉಪವಿಭಾಗಾಧಿಕಾರಿ, ತಾಲೂಕು ಪಂಚಾಯಿತಿ ಇಒ, ಸಮಾಜದ ಮುಖಂಡರು ಭಾಗವಹಿಸಿದ್ದರು. ವಿಶೇಷ ಉಪನ್ಯಾಸವನ್ನು ಡಾ. ಚೇತನ್ ಅವರು ನೀಡಿದರು. [458,142,694,177]
